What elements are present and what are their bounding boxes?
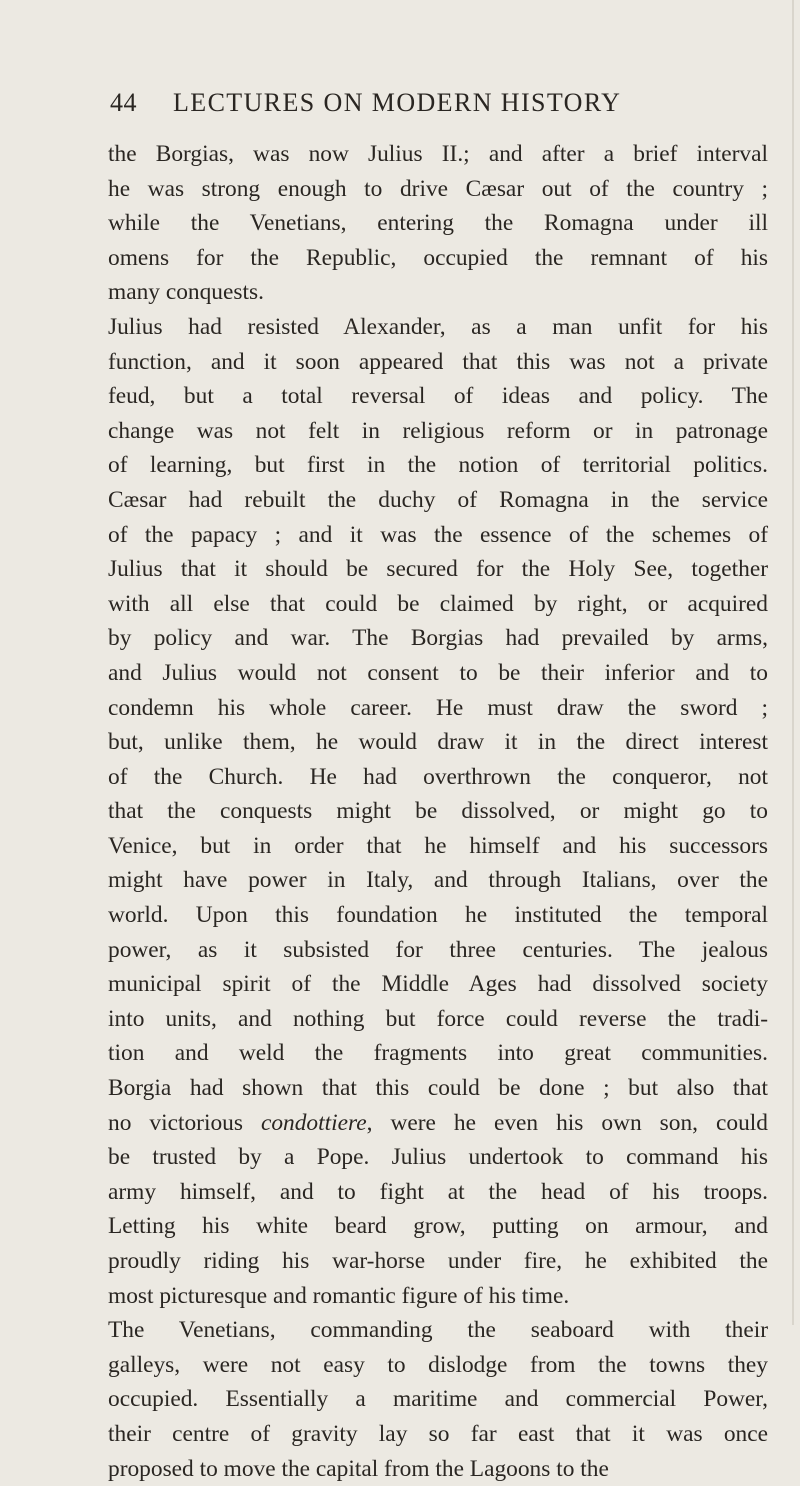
text-line: power, as it subsisted for three centuries. The jealous: [108, 936, 768, 963]
text-line: tion and weld the fragments into great communities.: [108, 1040, 768, 1067]
text-line: with all else that could be claimed by right, or acquired: [108, 590, 768, 617]
text-line: Borgia had shown that this could be done ; but also that: [108, 1075, 768, 1102]
text-line: be trusted by a Pope. Julius undertook to command his: [108, 1144, 768, 1171]
text-line: Cæsar had rebuilt the duchy of Romagna in the service: [108, 486, 768, 513]
text-line: their centre of gravity lay so far east that it was once: [108, 1420, 768, 1447]
text-line: omens for the Republic, occupied the remnant of his: [108, 244, 768, 271]
text-line: galleys, were not easy to dislodge from the towns they: [108, 1351, 768, 1378]
page-number: 44: [110, 88, 137, 117]
italic-term: condottiere: [260, 1109, 367, 1136]
text-line: and Julius would not consent to be their inferior and to: [108, 659, 768, 686]
text-line: The Venetians, commanding the seaboard with their: [108, 1317, 768, 1344]
text-line: occupied. Essentially a maritime and commercial Power,: [108, 1386, 768, 1413]
page-header: [110, 88, 760, 128]
text-line: proposed to move the capital from the Lagoons to the: [108, 1455, 609, 1482]
text-line: feud, but a total reversal of ideas and policy. The: [108, 383, 768, 410]
body-text: [108, 137, 768, 1486]
text-line: might have power in Italy, and through Italians, over the: [108, 867, 768, 894]
text-line: but, unlike them, he would draw it in the direct interest: [108, 729, 768, 756]
text-line: the Borgias, was now Julius II.; and after a brief interval: [108, 141, 768, 167]
text-line: by policy and war. The Borgias had prevailed by arms,: [108, 625, 768, 652]
text-line: most picturesque and romantic figure of his time.: [108, 1282, 570, 1309]
text-line: many conquests.: [108, 279, 264, 306]
text-line: into units, and nothing but force could reverse the tradi-: [108, 1005, 768, 1032]
text-line: Julius that it should be secured for the Holy See, together: [108, 556, 768, 583]
text-line: of the Church. He had overthrown the conqueror, not: [108, 763, 768, 790]
text-line: that the conquests might be dissolved, or might go to: [108, 798, 768, 825]
text-line: of the papacy ; and it was the essence of the schemes of: [108, 521, 768, 548]
text-line: municipal spirit of the Middle Ages had dissolved society: [108, 971, 768, 998]
text-line: no victorious condottiere, were he even his own son, could: [108, 1109, 768, 1136]
text-line: he was strong enough to drive Cæsar out of the country ;: [108, 175, 768, 202]
text-line: while the Venetians, entering the Romagna under ill: [108, 210, 768, 237]
text-line: function, and it soon appeared that this was not a private: [108, 348, 768, 375]
page-edge: [792, 0, 794, 1325]
text-line: proudly riding his war-horse under fire, he exhibited the: [108, 1248, 768, 1274]
text-line: Venice, but in order that he himself and his successors: [108, 832, 768, 859]
text-line: world. Upon this foundation he instituted the temporal: [108, 902, 768, 929]
text-line: Letting his white beard grow, putting on armour, and: [108, 1213, 768, 1240]
text-line: Julius had resisted Alexander, as a man unfit for his: [108, 313, 768, 340]
text-line: change was not felt in religious reform or in patronage: [108, 417, 768, 444]
text-line: of learning, but first in the notion of territorial politics.: [108, 452, 768, 479]
text-line: army himself, and to fight at the head of his troops.: [108, 1178, 768, 1205]
text-line: condemn his whole career. He must draw the sword ;: [108, 694, 768, 721]
running-head: LECTURES ON MODERN HISTORY: [173, 88, 622, 117]
